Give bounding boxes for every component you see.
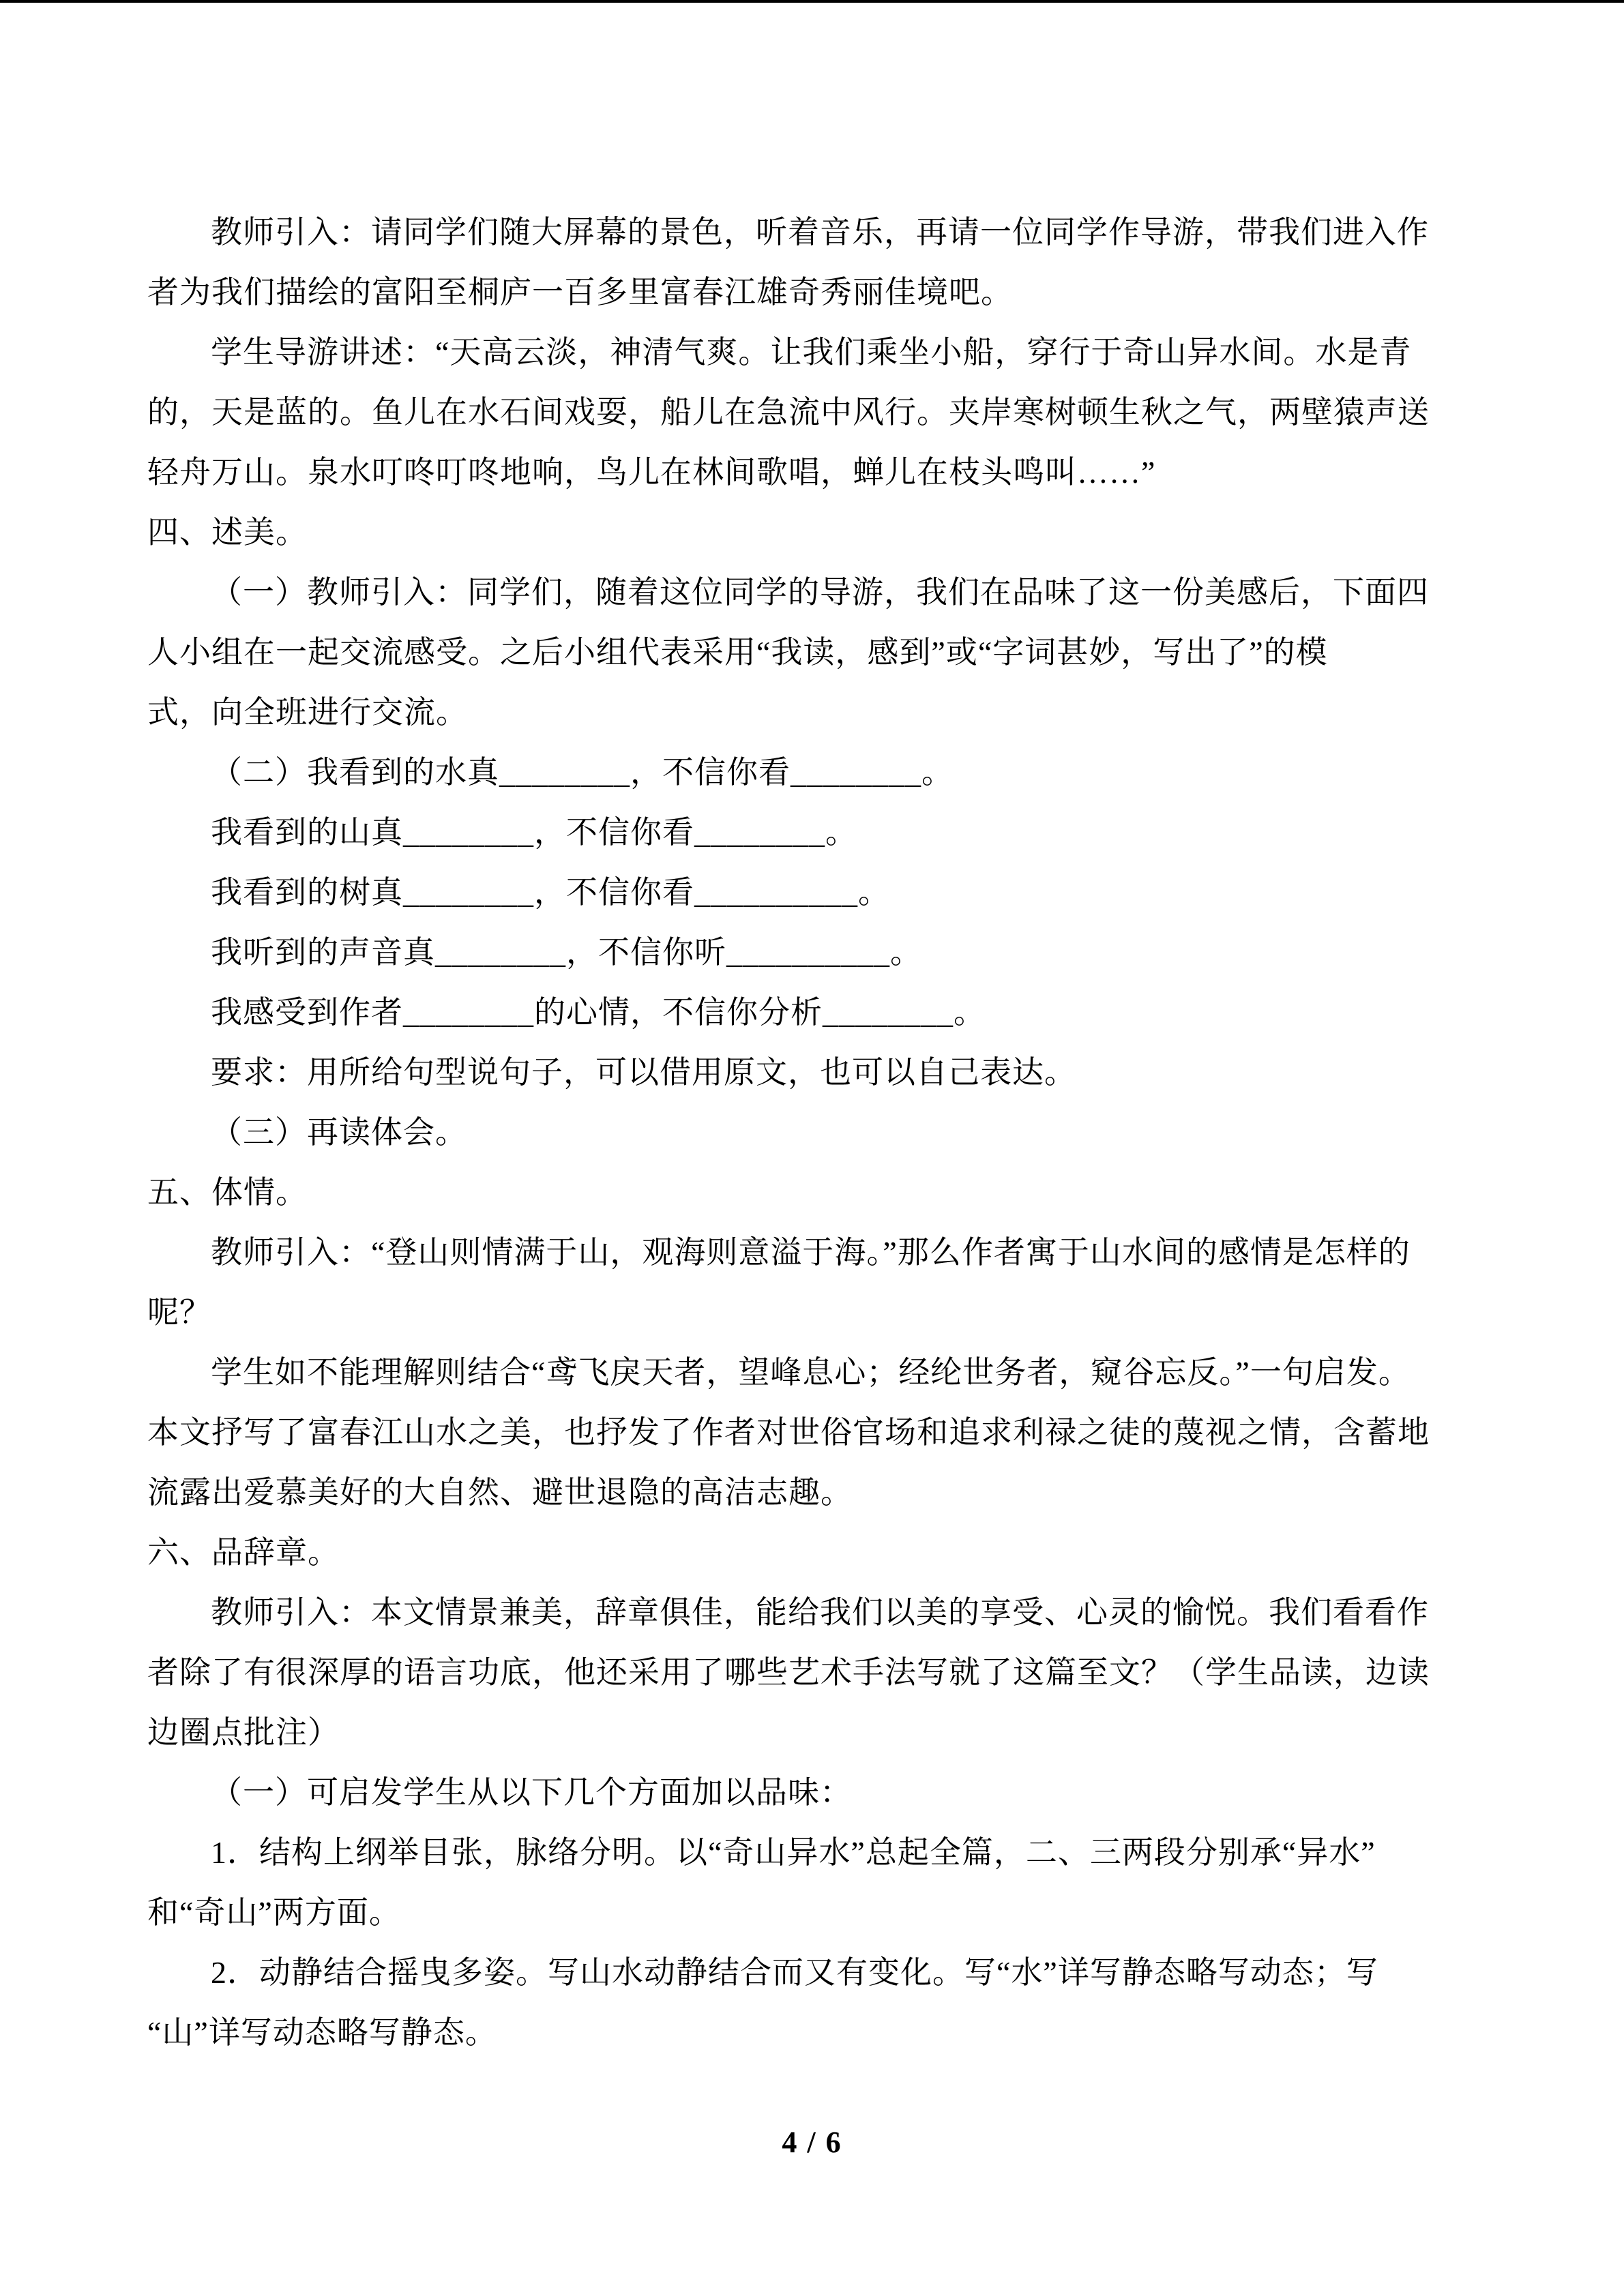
text-line: 我看到的山真________，不信你看________。 [211, 815, 857, 850]
text-line: 本文抒写了富春江山水之美，也抒发了作者对世俗官场和追求利禄之徒的蔑视之情，含蓄地 [147, 1415, 1430, 1450]
text-line: 教师引入：“登山则情满于山，观海则意溢于海。”那么作者寓于山水间的感情是怎样的 [211, 1235, 1411, 1270]
text-line: （一）可启发学生从以下几个方面加以品味： [211, 1775, 852, 1810]
page-top-border [0, 0, 1624, 3]
text-line: 学生如不能理解则结合“鸢飞戾天者，望峰息心；经纶世务者，窥谷忘反。”一句启发。 [211, 1355, 1411, 1390]
text-line: （三）再读体会。 [211, 1115, 467, 1150]
text-line: 式，向全班进行交流。 [147, 695, 468, 730]
text-line: 和“奇山”两方面。 [147, 1895, 401, 1930]
text-line: 六、品辞章。 [147, 1535, 340, 1570]
text-line: 边圈点批注） [147, 1715, 340, 1750]
page-number: 4 / 6 [782, 2126, 842, 2159]
text-line: （一）教师引入：同学们，随着这位同学的导游，我们在品味了这一份美感后，下面四 [211, 575, 1429, 610]
text-line: 轻舟万山。泉水叮咚叮咚地响，鸟儿在林间歌唱，蝉儿在枝头鸣叫……” [147, 455, 1156, 490]
text-line: 2．动静结合摇曳多姿。写山水动静结合而又有变化。写“水”详写静态略写动态；写 [211, 1955, 1378, 1990]
text-line: 五、体情。 [147, 1175, 308, 1210]
text-line: 的，天是蓝的。鱼儿在水石间戏耍，船儿在急流中风行。夹岸寒树顿生秋之气，两壁猿声送 [147, 395, 1430, 430]
text-line: 教师引入：本文情景兼美，辞章俱佳，能给我们以美的享受、心灵的愉悦。我们看看作 [211, 1595, 1429, 1630]
text-line: 我看到的树真________，不信你看__________。 [211, 875, 890, 910]
text-line: 者为我们描绘的富阳至桐庐一百多里富春江雄奇秀丽佳境吧。 [147, 275, 1013, 310]
text-line: 者除了有很深厚的语言功底，他还采用了哪些艺术手法写就了这篇至文？（学生品读，边读 [147, 1655, 1430, 1690]
text-line: 我听到的声音真________，不信你听__________。 [211, 935, 922, 970]
text-line: 四、述美。 [147, 515, 308, 550]
document-body [147, 203, 1525, 2063]
text-line: 教师引入：请同学们随大屏幕的景色，听着音乐，再请一位同学作导游，带我们进入作 [211, 215, 1429, 250]
text-line: 呢？ [147, 1295, 211, 1330]
text-line: 人小组在一起交流感受。之后小组代表采用“我读，感到”或“字词甚妙，写出了”的模 [147, 635, 1328, 670]
text-line: 1．结构上纲举目张，脉络分明。以“奇山异水”总起全篇，二、三两段分别承“异水” [211, 1835, 1376, 1870]
text-line: 要求：用所给句型说句子，可以借用原文，也可以自己表达。 [211, 1055, 1076, 1090]
text-line: “山”详写动态略写静态。 [147, 2015, 497, 2050]
text-line: 我感受到作者________的心情，不信你分析________。 [211, 995, 986, 1030]
text-line: （二）我看到的水真________，不信你看________。 [211, 755, 954, 790]
text-line: 流露出爱慕美好的大自然、避世退隐的高洁志趣。 [147, 1475, 853, 1510]
text-line: 学生导游讲述：“天高云淡，神清气爽。让我们乘坐小船，穿行于奇山异水间。水是青 [211, 335, 1412, 370]
